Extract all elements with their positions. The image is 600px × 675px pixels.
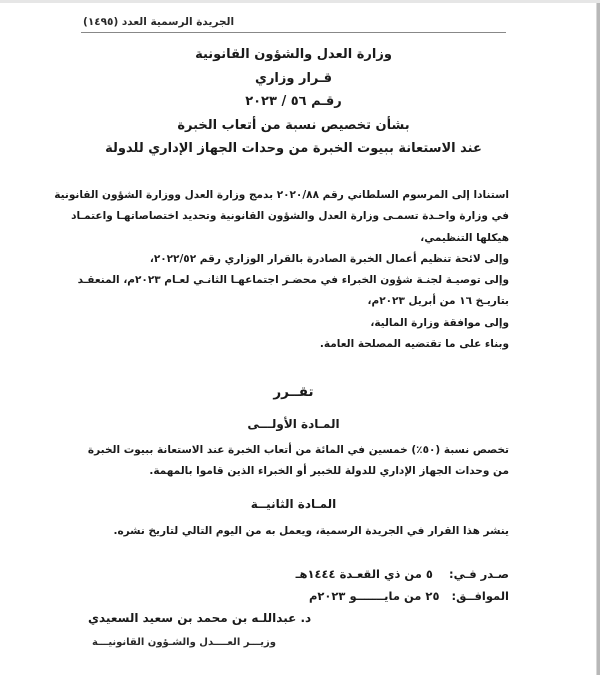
scrollbar[interactable] bbox=[596, 3, 600, 675]
preamble-line: في وزارة واحـدة تسمـى وزارة العدل والشؤون القانونية وتحديد اختصاصاتهـا واعتمـاد bbox=[71, 210, 509, 223]
preamble-line: هيكلها التنظيمي، bbox=[420, 231, 509, 244]
decides-heading: تقــرر bbox=[273, 384, 314, 400]
article-2-title: المـادة الثانيــة bbox=[250, 497, 337, 511]
article-1-body bbox=[87, 440, 509, 483]
preamble bbox=[54, 185, 509, 355]
signatory-name: د. عبداللـه بن محمد بن سعيد السعيدي bbox=[88, 611, 312, 625]
preamble-line: وإلى موافقة وزارة المالية، bbox=[370, 316, 509, 329]
article-line: ينشر هذا القرار في الجريدة الرسمية، ويعمل به من اليوم التالي لتاريخ نشره. bbox=[113, 525, 509, 537]
preamble-line: وإلى لائحة تنظيم أعمال الخبرة الصادرة بالقرار الوزاري رقم ٢٠٢٢/٥٢، bbox=[149, 252, 509, 265]
running-header bbox=[81, 16, 506, 33]
corresponding-gregorian-date: ٢٥ من مايـــــــو ٢٠٢٣م bbox=[308, 589, 440, 603]
signatory-title: وزيـــر العــــدل والشـؤون القانونيـــة bbox=[92, 637, 276, 648]
article-2-body bbox=[90, 521, 509, 542]
running-header-title: الجريدة الرسمية العدد (١٤٩٥) bbox=[83, 16, 235, 28]
corresponding-label: الموافــق: bbox=[451, 589, 509, 603]
decision-number: رقـم ٥٦ / ٢٠٢٣ bbox=[245, 94, 342, 109]
preamble-line: استنادا إلى المرسوم السلطاني رقم ٢٠٢٠/٨٨ بدمج وزارة العدل ووزارة الشؤون القانونية bbox=[54, 189, 509, 201]
document-page bbox=[0, 3, 596, 675]
subject-line-1: بشأن تخصيص نسبة من أتعاب الخبرة bbox=[177, 117, 410, 133]
subject-line-2: عند الاستعانة ببيوت الخبرة من وحدات الجهاز الإداري للدولة bbox=[105, 141, 482, 156]
issued-label: صـدر فـي: bbox=[448, 567, 509, 581]
article-1-title: المـادة الأولـــى bbox=[247, 417, 340, 431]
article-line: من وحدات الجهاز الإداري للدولة للخبير أو الخبراء الذين قاموا بالمهمة. bbox=[149, 465, 509, 478]
issued-date-line bbox=[90, 563, 509, 585]
preamble-line: وبناء على ما تقتضيه المصلحة العامة. bbox=[319, 338, 509, 351]
ministry-name: وزارة العدل والشؤون القانونية bbox=[195, 47, 392, 62]
issued-hijri-date: ٥ من ذي القعـدة ١٤٤٤هـ bbox=[295, 567, 433, 581]
issuance-block bbox=[90, 563, 509, 607]
article-line: تخصص نسبة (٥٠٪) خمسين في المائة من أتعاب الخبرة عند الاستعانة ببيوت الخبرة bbox=[87, 444, 509, 456]
corresponding-date-line bbox=[90, 585, 509, 607]
decision-type: قـرار وزاري bbox=[255, 70, 332, 86]
preamble-line: بتاريـخ ١٦ من أبريل ٢٠٢٣م، bbox=[367, 295, 509, 308]
preamble-line: وإلى توصيـة لجنـة شؤون الخبراء في محضـر اجتماعهـا الثانـي لعـام ٢٠٢٣م، المنعقـد bbox=[77, 274, 509, 287]
title-block bbox=[81, 43, 506, 161]
